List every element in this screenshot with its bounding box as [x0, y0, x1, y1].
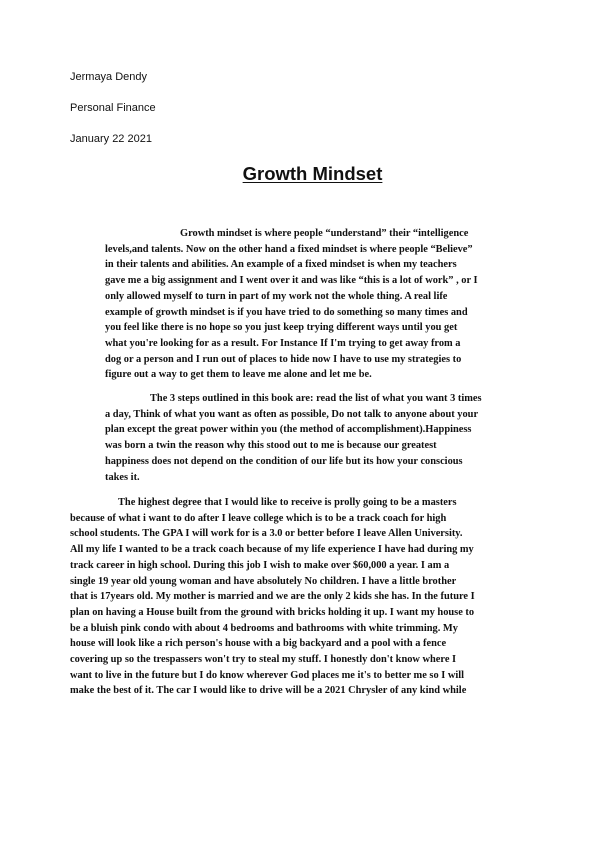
paragraph-line: covering up so the trespassers won't try to steal my stuff. I honestly don't know where I — [70, 654, 457, 666]
author-name: Jermaya Dendy — [70, 71, 148, 83]
document-date: January 22 2021 — [70, 133, 152, 145]
paragraph-line: happiness does not depend on the condition of our life but its how your conscious — [105, 455, 463, 467]
paragraph-line: track career in high school. During this job I wish to make over $60,000 a year. I am a — [70, 559, 450, 571]
paragraph-growth-mindset — [105, 226, 525, 383]
paragraph-line: example of growth mindset is if you have tried to do something so many times and — [105, 306, 468, 318]
paragraph-line: a day, Think of what you want as often as possible, Do not talk to anyone about your — [105, 408, 479, 420]
paragraph-line: because of what i want to do after I leave college which is to be a track coach for high — [70, 512, 447, 524]
paragraph-line: what you're looking for as a result. For Instance If I'm trying to get away from a — [105, 337, 461, 349]
paragraph-line: figure out a way to get them to leave me alone and let me be. — [105, 369, 372, 381]
paragraph-line: in their talents and abilities. An example of a fixed mindset is when my teachers — [105, 259, 457, 271]
paragraph-line: levels,and talents. Now on the other hand a fixed mindset is where people “Believe” — [105, 243, 473, 255]
course-name: Personal Finance — [70, 102, 156, 114]
paragraph-line: gave me a big assignment and I went over it and was like “this is a lot of work” , or I — [105, 275, 478, 287]
paragraph-line: The highest degree that I would like to receive is prolly going to be a masters — [118, 497, 457, 508]
paragraph-line: single 19 year old young woman and have absolutely No children. I have a little brother — [70, 575, 457, 587]
paragraph-line: takes it. — [105, 471, 140, 483]
paragraph-line: only allowed myself to turn in part of my work not the whole thing. A real life — [105, 290, 448, 302]
paragraph-line: want to live in the future but I do know wherever God places me it's to better me so I will — [70, 669, 465, 681]
paragraph-line: dog or a person and I run out of places to hide now I have to use my strategies to — [105, 353, 462, 365]
paragraph-three-steps — [105, 391, 525, 485]
paragraph-line: you feel like there is no hope so you just keep trying different ways until you get — [105, 322, 458, 334]
paragraph-line: The 3 steps outlined in this book are: read the list of what you want 3 times — [150, 393, 482, 404]
paragraph-line: school students. The GPA I will work for is a 3.0 or better before I leave Allen University. — [70, 528, 463, 540]
document-title: Growth Mindset — [242, 163, 383, 184]
paragraph-line: house will look like a rich person's house with a big backyard and a pool with a fence — [70, 638, 447, 650]
paragraph-line: was born a twin the reason why this stood out to me is because our greatest — [105, 440, 437, 452]
paragraph-line: make the best of it. The car I would like to drive will be a 2021 Chrysler of any kind while — [70, 685, 467, 697]
paragraph-line: be a bluish pink condo with about 4 bedrooms and bathrooms with white trimming. My — [70, 622, 458, 634]
paragraph-line: All my life I wanted to be a track coach because of my life experience I have had during my — [70, 544, 474, 556]
paragraph-line: plan on having a House built from the ground with bricks holding it up. I want my house to — [70, 606, 475, 618]
paragraph-future-plans — [70, 495, 530, 699]
paragraph-line: plan except the great power within you (the method of accomplishment).Happiness — [105, 424, 472, 436]
paragraph-line: that is 17years old. My mother is married and we are the only 2 kids she has. In the future I — [70, 591, 475, 603]
paragraph-line: Growth mindset is where people “understand” their “intelligence — [180, 228, 469, 239]
